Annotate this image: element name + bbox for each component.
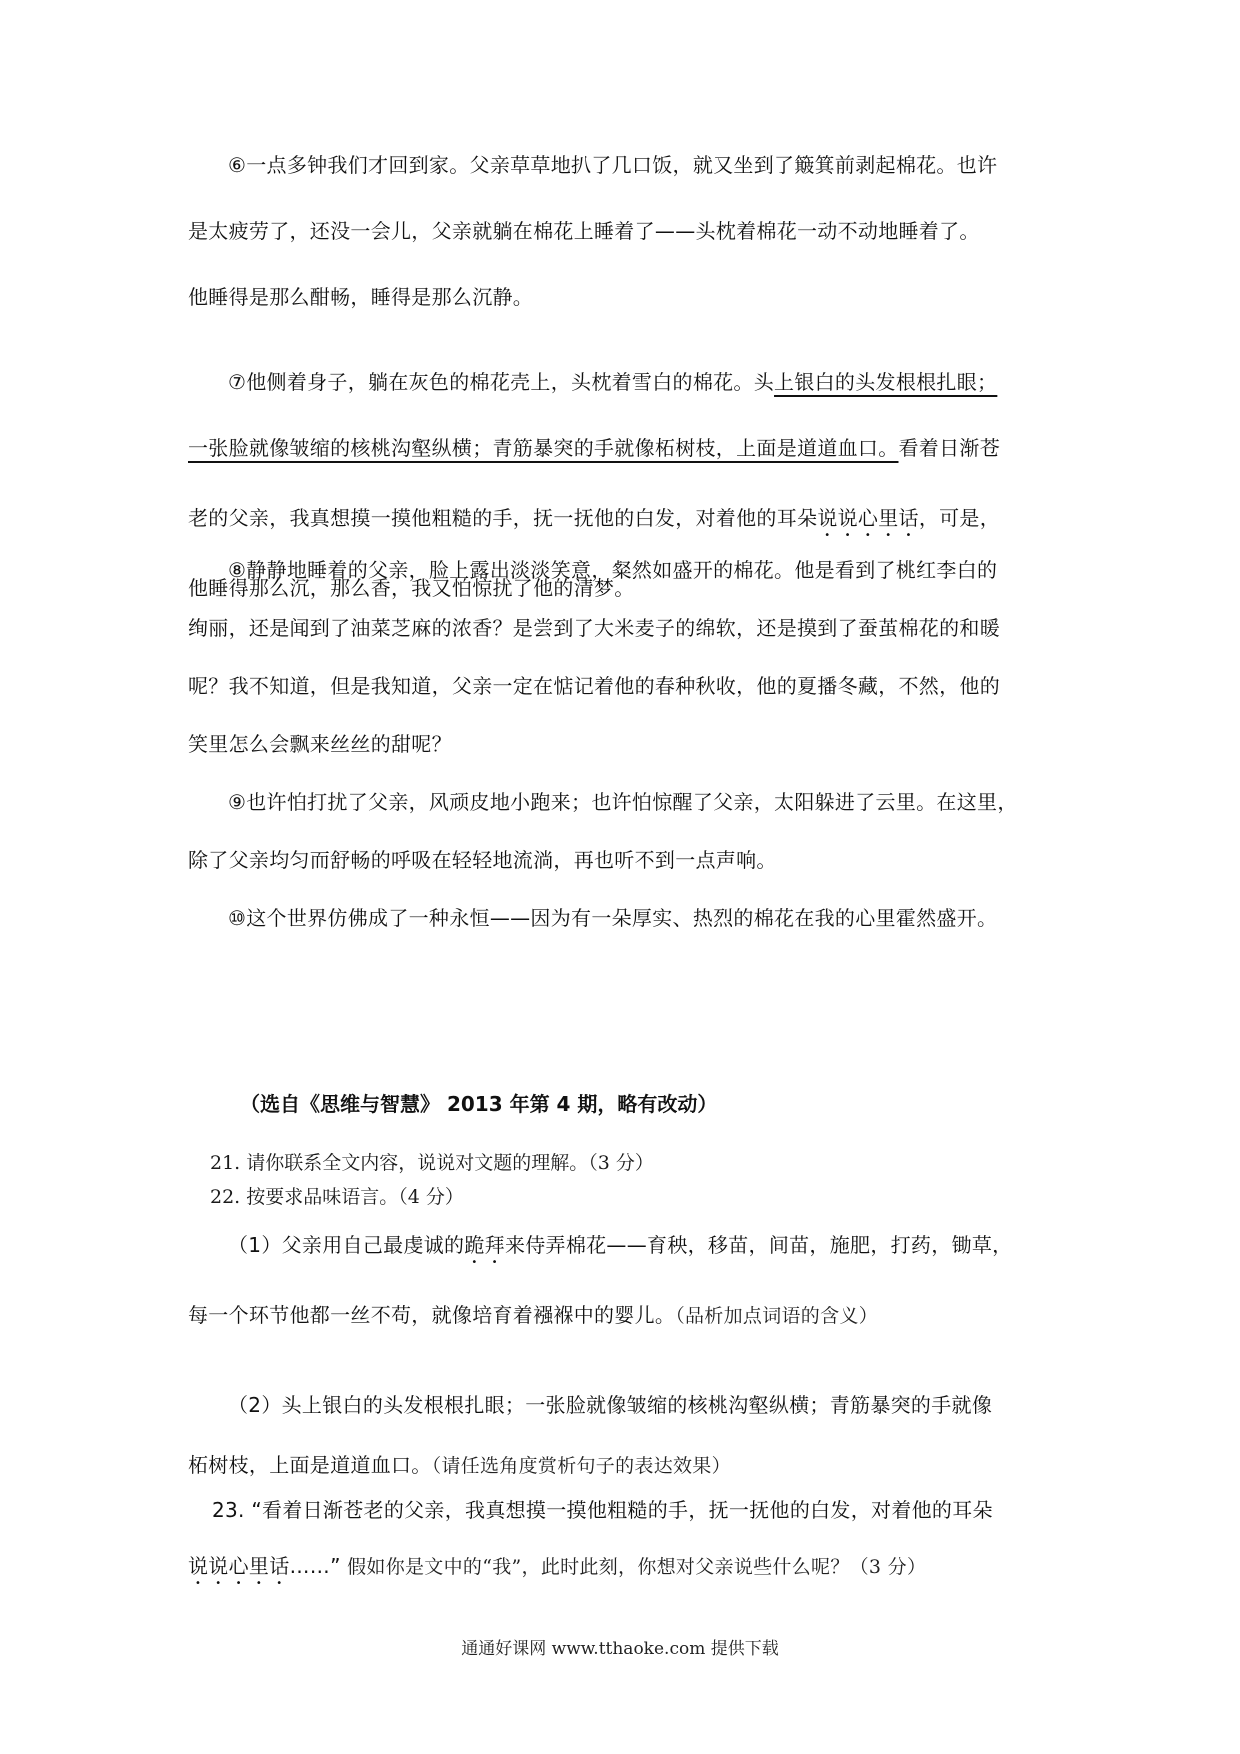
paragraph-7-line-1 <box>188 349 1058 415</box>
source-citation: （选自《思维与智慧》 2013 年第 4 期，略有改动） <box>240 1092 718 1116</box>
paragraph-7-line-2-text: 看着日渐苍 <box>898 436 1000 460</box>
dotted-word: 跪拜 <box>464 1233 505 1257</box>
question-22-part-2 <box>188 1375 1058 1495</box>
question-23-prompt: 假如你是文中的“我”，此时此刻，你想对父亲说些什么呢？（3 分） <box>340 1556 927 1578</box>
question-22-part-2-sentence: 柘树枝，上面是道道血口。 <box>188 1453 432 1477</box>
question-23-quote-end: ……” <box>289 1554 341 1578</box>
question-22: 22. 按要求品味语言。（4 分） <box>210 1186 464 1208</box>
dotted-phrase: 说说心里话 <box>817 506 919 530</box>
paragraph-9 <box>188 773 1058 889</box>
paragraph-8-line-2: 绚丽，还是闻到了油菜芝麻的浓香？是尝到了大米麦子的绵软，还是摸到了蚕茧棉花的和暖 <box>188 616 1000 640</box>
underlined-sentence: 上银白的头发根根扎眼； <box>774 370 998 394</box>
question-21: 21. 请你联系全文内容，说说对文题的理解。（3 分） <box>210 1152 654 1174</box>
question-22-part-1-text: （1）父亲用自己最虔诚的 <box>228 1233 465 1257</box>
paragraph-8-line-4: 笑里怎么会飘来丝丝的甜呢？ <box>188 732 452 756</box>
paragraph-7-line-1-text: ⑦他侧着身子，躺在灰色的棉花壳上，头枕着雪白的棉花。头 <box>228 370 775 394</box>
footer-download-notice: 通通好课网 www.tthaoke.com 提供下载 <box>461 1639 779 1659</box>
question-22-part-2-line-1: （2）头上银白的头发根根扎眼；一张脸就像皱缩的核桃沟壑纵横；青筋暴突的手就像 <box>228 1393 993 1417</box>
paragraph-8 <box>188 541 1058 773</box>
question-22-part-2-instruction: （请任选角度赏析句子的表达效果） <box>431 1455 731 1477</box>
paragraph-6-line-2: 是太疲劳了，还没一会儿，父亲就躺在棉花上睡着了——头枕着棉花一动不动地睡着了。 <box>188 219 980 243</box>
paragraph-8-line-1: ⑧静静地睡着的父亲，脸上露出淡淡笑意，粲然如盛开的棉花。他是看到了桃红李白的 <box>228 558 998 582</box>
paragraph-7-line-3-text: 老的父亲，我真想摸一摸他粗糙的手，抚一抚他的白发，对着他的耳朵 <box>188 506 818 530</box>
paragraph-6-line-3: 他睡得是那么酣畅，睡得是那么沉静。 <box>188 285 534 309</box>
paragraph-6 <box>188 132 1058 330</box>
dotted-phrase-quote: 说说心里话 <box>188 1554 290 1578</box>
question-22-part-1-line-1 <box>188 1208 1058 1282</box>
paragraph-7-line-3-end: ，可是， <box>918 506 1001 530</box>
underlined-sentence-continued: 一张脸就像皱缩的核桃沟壑纵横；青筋暴突的手就像柘树枝，上面是道道血口。 <box>188 436 899 460</box>
paragraph-9-line-2: 除了父亲均匀而舒畅的呼吸在轻轻地流淌，再也听不到一点声响。 <box>188 848 777 872</box>
paragraph-6-line-1: ⑥一点多钟我们才回到家。父亲草草地扒了几口饭，就又坐到了簸箕前剥起棉花。也许 <box>228 153 998 177</box>
paragraph-7-line-2 <box>188 415 1058 481</box>
question-22-part-1-instruction: （品析加点词语的含义） <box>675 1305 879 1327</box>
paragraph-8-line-3: 呢？我不知道，但是我知道，父亲一定在惦记着他的春种秋收，他的夏播冬藏，不然，他的 <box>188 674 1000 698</box>
question-22-part-1 <box>188 1208 1058 1348</box>
question-23 <box>188 1482 1058 1594</box>
paragraph-10-line-1: ⑩这个世界仿佛成了一种永恒——因为有一朵厚实、热烈的棉花在我的心里霍然盛开。 <box>228 906 998 930</box>
paragraph-10 <box>188 889 1058 947</box>
paragraph-7-line-4: 他睡得那么沉，那么香，我又怕惊扰了他的清梦。 <box>188 576 635 600</box>
question-22-part-1-sentence: 每一个环节他都一丝不苟，就像培育着襁褓中的婴儿。 <box>188 1303 676 1327</box>
paragraph-9-line-1: ⑨也许怕打扰了父亲，风顽皮地小跑来；也许怕惊醒了父亲，太阳躲进了云里。在这里， <box>228 790 1018 814</box>
question-23-line-1: 23. “看着日渐苍老的父亲，我真想摸一摸他粗糙的手，抚一抚他的白发，对着他的耳朵 <box>212 1498 993 1522</box>
question-23-line-2 <box>188 1538 1058 1594</box>
question-22-part-1-text-end: 来侍弄棉花——育秧，移苗，间苗，施肥，打药，锄草， <box>504 1233 1013 1257</box>
question-22-part-1-line-2 <box>188 1282 1058 1348</box>
